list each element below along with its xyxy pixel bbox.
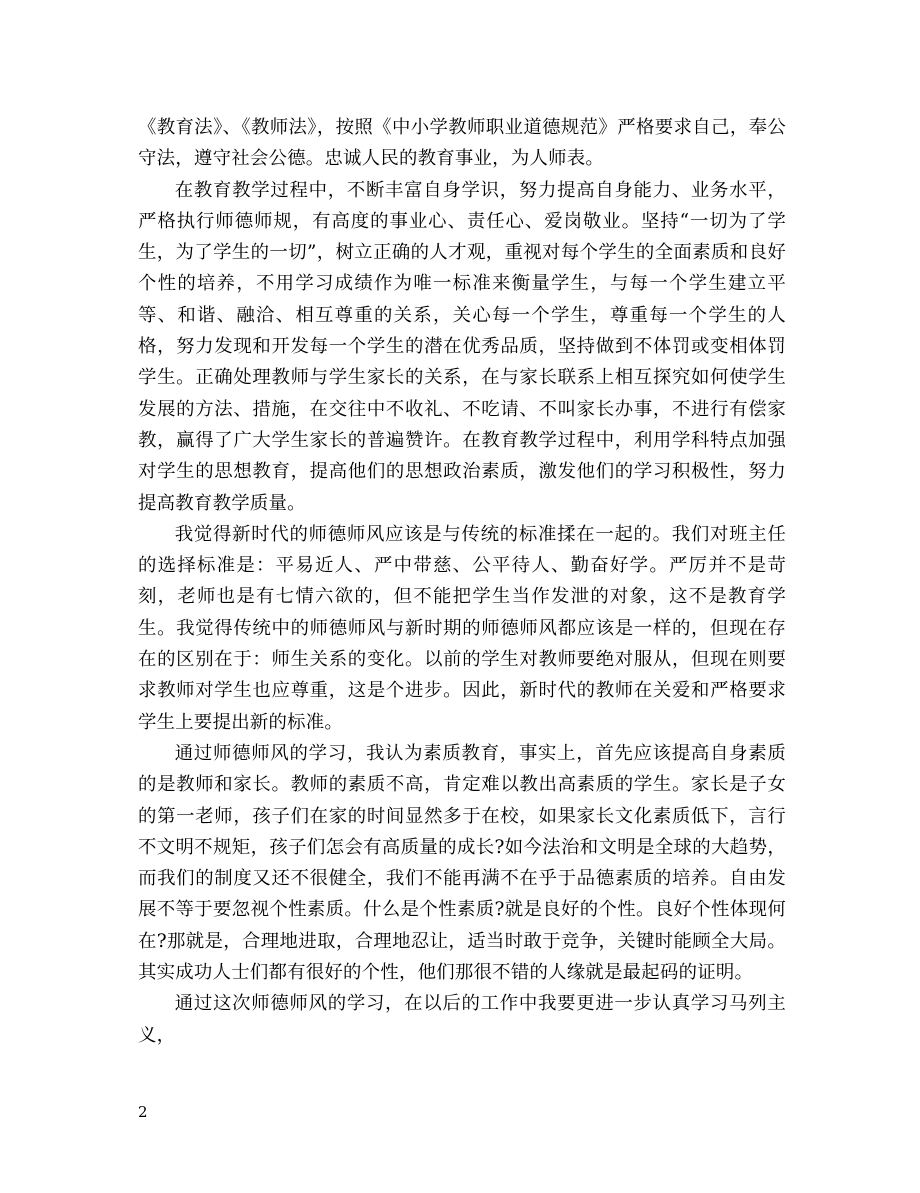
document-body — [138, 112, 786, 1051]
paragraph-continued: 《教育法》、《教师法》，按照《中小学教师职业道德规范》严格要求自己，奉公守法，遵守社会公德。忠诚人民的教育事业，为人师表。 — [138, 117, 786, 170]
page-number: 2 — [138, 1103, 148, 1121]
paragraph-new-era-ethics: 我觉得新时代的师德师风应该是与传统的标准揉在一起的。我们对班主任的选择标准是：平易近人、严中带慈、公平待人、勤奋好学。严厉并不是苛刻，老师也是有七情六欲的，但不能把学生当作发泄的对象，这不是教育学生。我觉得传统中的师德师风与新时期的师德师风都应该是一样的，但现在存在的区别在于：师生关系的变化。以前的学生对教师要绝对服从，但现在则要求教师对学生也应尊重，这是个进步。因此，新时代的教师在关爱和严格要求学生上要提出新的标准。 — [138, 523, 786, 733]
paragraph-quality-education: 通过师德师风的学习，我认为素质教育，事实上，首先应该提高自身素质的是教师和家长。教师的素质不高，肯定难以教出高素质的学生。家长是子女的第一老师，孩子们在家的时间显然多于在校，如果家长文化素质低下，言行不文明不规矩，孩子们怎会有高质量的成长?如今法治和文明是全球的大趋势，而我们的制度又还不很健全，我们不能再满不在乎于品德素质的培养。自由发展不等于要忽视个性素质。什么是个性素质?就是良好的个性。良好个性体现何在?那就是，合理地进取，合理地忍让，适当时敢于竞争，关键时能顾全大局。其实成功人士们都有很好的个性，他们那很不错的人缘就是最起码的证明。 — [138, 742, 786, 984]
paragraph-teaching-process: 在教育教学过程中，不断丰富自身学识，努力提高自身能力、业务水平，严格执行师德师规，有高度的事业心、责任心、爱岗敬业。坚持“一切为了学生，为了学生的一切”，树立正确的人才观，重视对每个学生的全面素质和良好个性的培养，不用学习成绩作为唯一标准来衡量学生，与每一个学生建立平等、和谐、融洽、相互尊重的关系，关心每一个学生，尊重每一个学生的人格，努力发现和开发每一个学生的潜在优秀品质，坚持做到不体罚或变相体罚学生。正确处理教师与学生家长的关系，在与家长联系上相互探究如何使学生发展的方法、措施，在交往中不收礼、不吃请、不叫家长办事，不进行有偿家教，赢得了广大学生家长的普遍赞许。在教育教学过程中，利用学科特点加强对学生的思想教育，提高他们的思想政治素质，激发他们的学习积极性，努力提高教育教学质量。 — [138, 179, 786, 514]
paragraph-future-work: 通过这次师德师风的学习，在以后的工作中我要更进一步认真学习马列主义， — [138, 993, 786, 1046]
